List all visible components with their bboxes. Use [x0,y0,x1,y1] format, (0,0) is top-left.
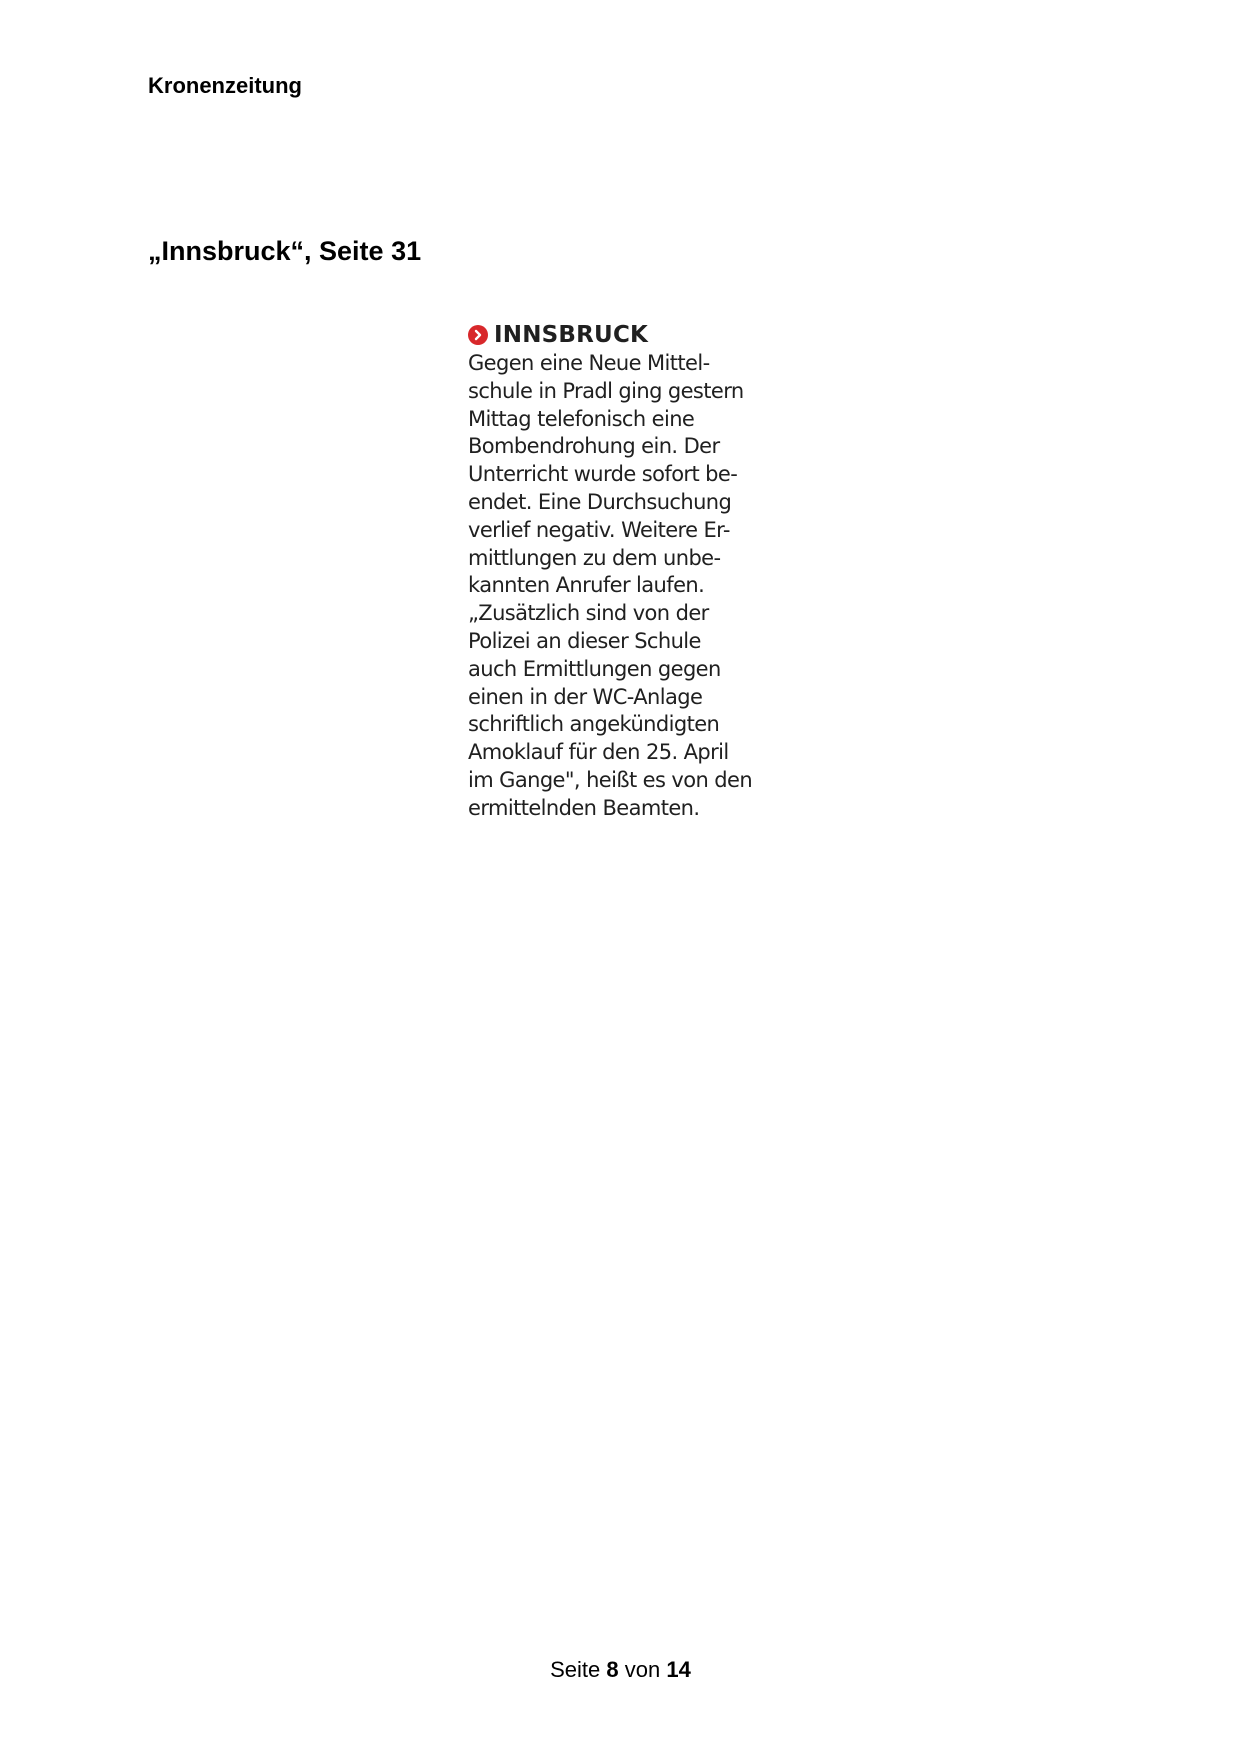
clipping-line: kannten Anrufer laufen. [468,573,705,598]
clipping-line: mittlungen zu dem unbe- [468,545,721,570]
clipping-line: auch Ermittlungen gegen [468,656,721,681]
clipping-line: verlief negativ. Weitere Er- [468,517,730,542]
section-title: „Innsbruck“, Seite 31 [148,236,422,266]
newspaper-clipping [468,320,798,823]
clipping-line: schriftlich angekündigten [468,712,720,737]
total-page-count: 14 [666,1657,691,1682]
clipping-line: im Gange", heißt es von den [468,767,753,792]
clipping-line: Unterricht wurde sofort be- [468,462,738,487]
clipping-line: Amoklauf für den 25. April [468,740,729,765]
clipping-line: ermittelnden Beamten. [468,795,700,820]
arrow-right-circle-icon [468,325,488,345]
clipping-line: Gegen eine Neue Mittel- [468,351,710,375]
clipping-body [468,350,798,823]
clipping-place: INNSBRUCK [494,322,649,348]
clipping-line: Bombendrohung ein. Der [468,434,720,459]
page-label: Seite [550,1657,601,1682]
clipping-line: „Zusätzlich sind von der [468,601,709,626]
clipping-header [468,320,798,350]
page-number-footer [0,1657,1241,1683]
current-page-number: 8 [606,1657,619,1682]
clipping-line: Mittag telefonisch eine [468,406,695,431]
clipping-line: schule in Pradl ging gestern [468,378,744,403]
clipping-line: endet. Eine Durchsuchung [468,489,732,514]
clipping-line: einen in der WC-Anlage [468,684,703,709]
publication-name: Kronenzeitung [148,73,302,98]
clipping-line: Polizei an dieser Schule [468,628,701,653]
page-separator: von [624,1657,661,1682]
